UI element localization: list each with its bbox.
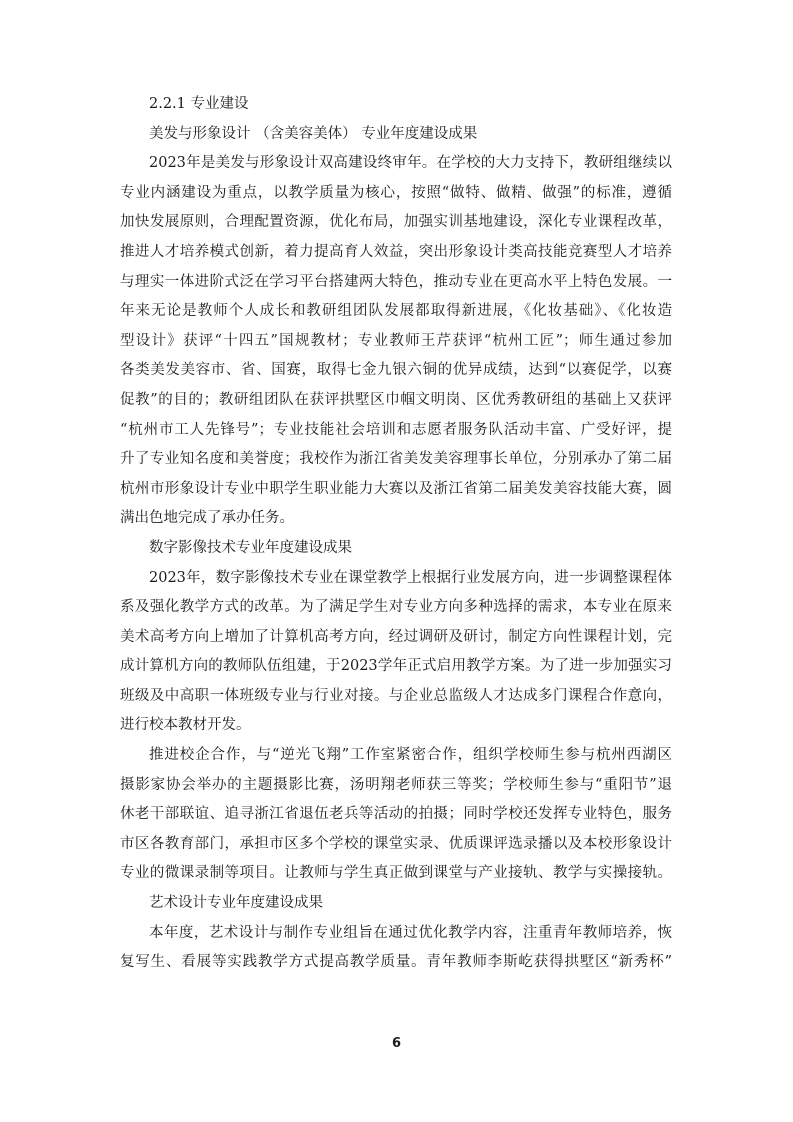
paragraph-line: 各类美发美容市、省、国赛，取得七金九银六铜的优异成绩，达到“以赛促学，以赛 xyxy=(120,362,672,379)
paragraph-line: 推进校企合作，与“逆光飞翔”工作室紧密合作，组织学校师生参与杭州西湖区 xyxy=(149,747,672,764)
paragraph-line: 型设计》获评“十四五”国规教材；专业教师王芹获评“杭州工匠”；师生通过参加 xyxy=(120,332,672,349)
document-body xyxy=(120,90,672,978)
paragraph-line: 复写生、看展等实践教学方式提高教学质量。青年教师李斯屹获得拱墅区“新秀杯” xyxy=(120,954,672,971)
paragraph-line: 满出色地完成了承办任务。 xyxy=(120,510,294,527)
paragraph-line: 年来无论是教师个人成长和教研组团队发展都取得新进展，《化妆基础》、《化妆造 xyxy=(120,303,672,320)
paragraph-line: 2023年是美发与形象设计双高建设终审年。在学校的大力支持下，教研组继续以 xyxy=(149,155,672,172)
paragraph-line: “杭州市工人先锋号”；专业技能社会培训和志愿者服务队活动丰富、广受好评，提 xyxy=(120,421,672,438)
paragraph-line: 与理实一体进阶式泛在学习平台搭建两大特色，推动专业在更高水平上特色发展。一 xyxy=(120,273,672,290)
section-heading: 艺术设计专业年度建设成果 xyxy=(149,895,323,912)
paragraph-line: 专业内涵建设为重点，以教学质量为核心，按照“做特、做精、做强”的标准，遵循 xyxy=(120,184,672,201)
paragraph-line: 加快发展原则，合理配置资源，优化布局，加强实训基地建设，深化专业课程改革， xyxy=(120,214,672,231)
paragraph-line: 系及强化教学方式的改革。为了满足学生对专业方向多种选择的需求，本专业在原来 xyxy=(120,599,672,616)
paragraph-line: 成计算机方向的教师队伍组建，于2023学年正式启用教学方案。为了进一步加强实习 xyxy=(120,658,672,675)
paragraph-line: 摄影家协会举办的主题摄影比赛，汤明翔老师获三等奖；学校师生参与“重阳节”退 xyxy=(120,776,672,793)
section-heading: 2.2.1 专业建设 xyxy=(149,96,249,112)
page-number: 6 xyxy=(391,1036,402,1051)
paragraph-line: 进行校本教材开发。 xyxy=(120,717,251,734)
paragraph-line: 升了专业知名度和美誉度；我校作为浙江省美发美容理事长单位，分别承办了第二届 xyxy=(120,451,672,468)
paragraph-line: 休老干部联谊、追寻浙江省退伍老兵等活动的拍摄；同时学校还发挥专业特色，服务 xyxy=(120,806,672,823)
section-heading: 数字影像技术专业年度建设成果 xyxy=(149,539,352,556)
paragraph-line: 市区各教育部门，承担市区多个学校的课堂实录、优质课评选录播以及本校形象设计 xyxy=(120,835,672,852)
paragraph-line: 杭州市形象设计专业中职学生职业能力大赛以及浙江省第二届美发美容技能大赛，圆 xyxy=(120,480,672,497)
paragraph-line: 促教”的目的；教研组团队在获评拱墅区巾帼文明岗、区优秀教研组的基础上又获评 xyxy=(120,391,672,408)
section-heading: 美发与形象设计 （含美容美体） 专业年度建设成果 xyxy=(149,125,478,142)
paragraph-line: 专业的微课录制等项目。让教师与学生真正做到课堂与产业接轨、教学与实操接轨。 xyxy=(120,865,672,882)
paragraph-line: 美术高考方向上增加了计算机高考方向，经过调研及研讨，制定方向性课程计划，完 xyxy=(120,628,672,645)
paragraph-line: 推进人才培养模式创新，着力提高育人效益，突出形象设计类高技能竞赛型人才培养 xyxy=(120,243,672,260)
paragraph-line: 2023年，数字影像技术专业在课堂教学上根据行业发展方向，进一步调整课程体 xyxy=(149,569,672,586)
paragraph-line: 本年度，艺术设计与制作专业组旨在通过优化教学内容，注重青年教师培养，恢 xyxy=(149,924,672,941)
paragraph-line: 班级及中高职一体班级专业与行业对接。与企业总监级人才达成多门课程合作意向， xyxy=(120,687,672,704)
